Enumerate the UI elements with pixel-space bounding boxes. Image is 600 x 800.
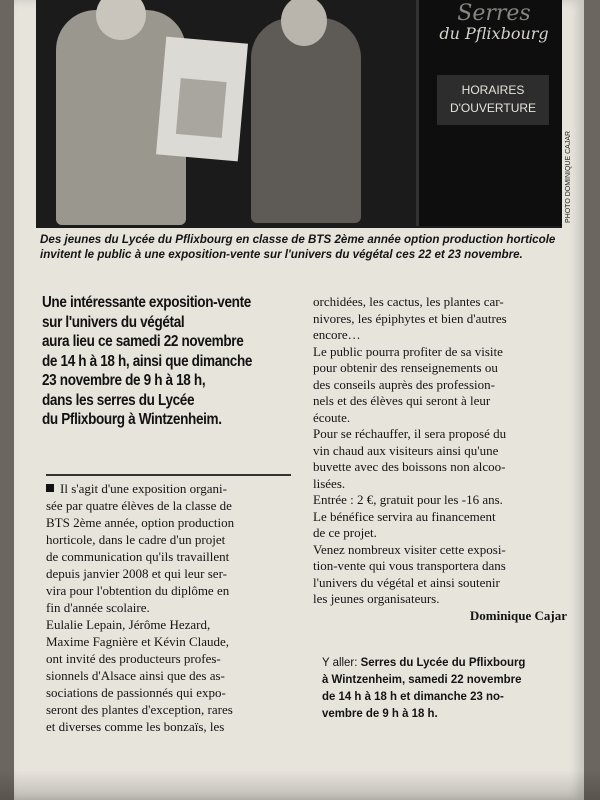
body-line: et diverses comme les bonzaïs, les — [46, 719, 225, 734]
headline-line: aura lieu ce samedi 22 novembre — [42, 333, 244, 350]
article-author: Dominique Cajar — [469, 607, 567, 623]
body-line: nels et des élèves qui seront à leur — [313, 393, 491, 408]
practical-info-label: Y aller: — [322, 655, 358, 669]
photo-credit: PHOTO DOMINIQUE CAJAR — [565, 130, 572, 223]
body-line: Entrée : 2 €, gratuit pour les -16 ans. — [313, 492, 503, 507]
body-line: vin chaud aux visiteurs ainsi qu'une — [313, 442, 499, 458]
greenhouse-sign — [416, 0, 562, 226]
body-line: sionnels d'Alsace ainsi que des as- — [46, 668, 225, 683]
practical-info-box — [322, 654, 560, 722]
body-line: fin d'année scolaire. — [46, 600, 150, 615]
body-line: des conseils auprès des profession- — [313, 376, 495, 392]
headline-line: dans les serres du Lycée — [42, 391, 195, 409]
body-line: de ce projet. — [313, 525, 377, 540]
body-line: horticole, dans le cadre d'un projet — [46, 532, 226, 547]
practical-info-line: à Wintzenheim, samedi 22 novembre — [322, 672, 522, 686]
body-line: Pour se réchauffer, il sera proposé du — [313, 426, 507, 441]
paragraph-bullet-icon — [46, 484, 54, 492]
article-body-left-column — [46, 480, 304, 735]
body-line: orchidées, les cactus, les plantes car- — [313, 294, 504, 309]
article-body-right-column — [313, 294, 573, 624]
photo-caption: Des jeunes du Lycée du Pflixbourg en classe de BTS 2ème année option production horticole invitent le public à une exposition-vente sur l'univers du végétal ces 22 et 23 novembre. — [40, 233, 556, 261]
practical-info-line: de 14 h à 18 h et dimanche 23 no- — [322, 689, 504, 703]
body-line: tion-vente qui vous transportera dans — [313, 558, 506, 573]
body-line: sociations de passionnés qui expo- — [46, 685, 226, 700]
body-line: lisées. — [313, 475, 346, 491]
body-line: sée par quatre élèves de la classe de — [46, 498, 232, 513]
opening-hours-panel: HORAIRES D'OUVERTURE — [437, 75, 549, 125]
exhibition-poster — [156, 37, 248, 162]
headline-line: sur l'univers du végétal — [42, 313, 185, 331]
body-line: depuis janvier 2008 et qui leur ser- — [46, 566, 227, 581]
body-line: de communication qu'ils travaillent — [46, 549, 230, 564]
body-line: nivores, les épiphytes et bien d'autres — [313, 310, 507, 326]
practical-info-line: vembre de 9 h à 18 h. — [322, 706, 438, 720]
headline-line: du Pflixbourg à Wintzenheim. — [42, 411, 222, 428]
body-line: encore… — [313, 327, 361, 342]
body-line: Le public pourra profiter de sa visite — [313, 343, 503, 359]
body-line: l'univers du végétal et ainsi soutenir — [313, 574, 500, 590]
article-headline — [42, 293, 271, 430]
body-line: Le bénéfice servira au financement — [313, 508, 496, 524]
student-figure-right — [251, 18, 361, 223]
body-line: vira pour l'obtention du diplôme en — [46, 583, 230, 598]
body-line: Maxime Fagnière et Kévin Claude, — [46, 634, 230, 649]
body-line: Il s'agit d'une exposition organi- — [60, 481, 227, 496]
sign-script-text: Serres du Pflixbourg — [439, 1, 549, 43]
body-line: seront des plantes d'exception, rares — [46, 702, 233, 717]
practical-info-line: Serres du Lycée du Pflixbourg — [360, 655, 526, 669]
body-line: écoute. — [313, 409, 351, 425]
headline-line: de 14 h à 18 h, ainsi que dimanche — [42, 352, 253, 370]
body-line: buvette avec des boissons non alcoo- — [313, 459, 506, 474]
headline-line: 23 novembre de 9 h à 18 h, — [42, 372, 206, 389]
headline-line: Une intéressante exposition-vente — [42, 294, 251, 311]
body-line: pour obtenir des renseignements ou — [313, 360, 498, 375]
body-line: BTS 2ème année, option production — [46, 515, 235, 530]
page-shadow — [0, 770, 600, 800]
article-photo — [36, 0, 562, 228]
body-line: les jeunes organisateurs. — [313, 591, 440, 606]
headline-divider — [46, 474, 291, 476]
body-line: Venez nombreux visiter cette exposi- — [313, 541, 506, 557]
body-line: ont invité des producteurs profes- — [46, 651, 221, 666]
body-line: Eulalie Lepain, Jérôme Hezard, — [46, 617, 211, 632]
